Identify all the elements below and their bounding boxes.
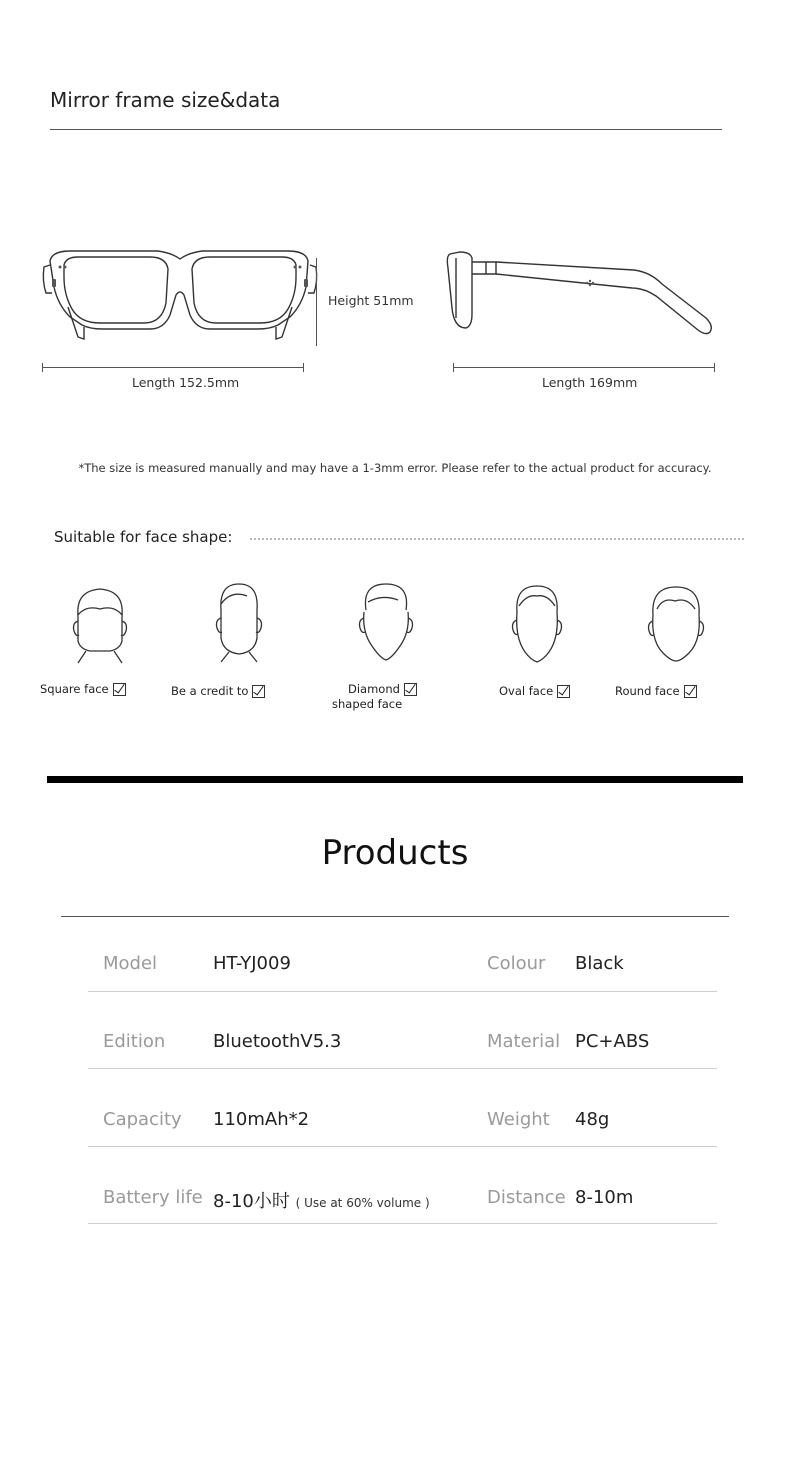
front-length-label: Length 152.5mm [132, 375, 240, 390]
spec-value-edition: BluetoothV5.3 [213, 1031, 342, 1052]
face-shape-title: Suitable for face shape: [54, 528, 233, 546]
products-divider [61, 916, 729, 917]
face-option-label: Be a credit to [171, 684, 249, 698]
face-option-credit [171, 684, 265, 699]
face-option-label: Oval face [499, 684, 554, 698]
battery-life-value: 8-10小时 [213, 1191, 290, 1212]
spec-value-colour: Black [575, 953, 624, 974]
face-option-round [615, 684, 697, 699]
oval-face-icon [505, 582, 569, 666]
spec-key-colour: Colour [487, 953, 546, 974]
side-length-label: Length 169mm [542, 375, 638, 390]
measurement-note: *The size is measured manually and may have a 1-3mm error. Please refer to the actual product for accuracy. [78, 461, 712, 475]
face-option-oval [499, 684, 570, 699]
spec-key-distance: Distance [487, 1187, 566, 1208]
spec-value-capacity: 110mAh*2 [213, 1109, 310, 1130]
spec-key-weight: Weight [487, 1109, 550, 1130]
side-length-dimension-line [453, 367, 715, 368]
spec-value-weight: 48g [575, 1109, 610, 1130]
face-option-diamond [348, 682, 417, 697]
header-divider [50, 129, 722, 130]
checkbox-checked-icon [404, 683, 417, 696]
side-length-tick-right [714, 363, 715, 372]
face-option-label: Square face [40, 682, 109, 696]
front-length-tick-left [42, 363, 43, 372]
table-row-divider [88, 1146, 717, 1147]
spec-key-model: Model [103, 953, 158, 974]
spec-key-edition: Edition [103, 1031, 166, 1052]
height-label: Height 51mm [328, 293, 414, 308]
spec-value-distance: 8-10m [575, 1187, 634, 1208]
checkbox-checked-icon [684, 685, 697, 698]
spec-value-material: PC+ABS [575, 1031, 650, 1052]
spec-key-battery-life: Battery life [103, 1187, 203, 1208]
glasses-side-illustration [444, 248, 724, 338]
section-title: Mirror frame size&data [50, 88, 281, 112]
spec-value-model: HT-YJ009 [213, 953, 291, 974]
face-option-label-line1: Diamond [348, 682, 400, 696]
front-length-dimension-line [42, 367, 304, 368]
table-row-divider [88, 1068, 717, 1069]
spec-key-capacity: Capacity [103, 1109, 182, 1130]
diamond-face-icon [352, 580, 420, 666]
checkbox-checked-icon [252, 685, 265, 698]
face-option-diamond-line2: shaped face [332, 697, 403, 711]
battery-life-note: ( Use at 60% volume ) [295, 1196, 430, 1210]
glasses-front-illustration [40, 245, 320, 350]
table-row-divider [88, 991, 717, 992]
checkbox-checked-icon [113, 683, 126, 696]
section-divider-bar [47, 776, 743, 783]
table-row-divider [88, 1223, 717, 1224]
checkbox-checked-icon [557, 685, 570, 698]
square-face-icon [68, 585, 132, 665]
face-option-label: Round face [615, 684, 680, 698]
face-option-square [40, 682, 126, 697]
round-face-icon [643, 583, 709, 665]
spec-key-material: Material [487, 1031, 561, 1052]
dotted-divider [250, 538, 744, 540]
products-title: Products [321, 833, 469, 873]
long-face-icon [207, 580, 271, 664]
spec-value-battery-life [213, 1187, 430, 1213]
side-length-tick-left [453, 363, 454, 372]
front-length-tick-right [303, 363, 304, 372]
height-dimension-line [316, 258, 317, 346]
